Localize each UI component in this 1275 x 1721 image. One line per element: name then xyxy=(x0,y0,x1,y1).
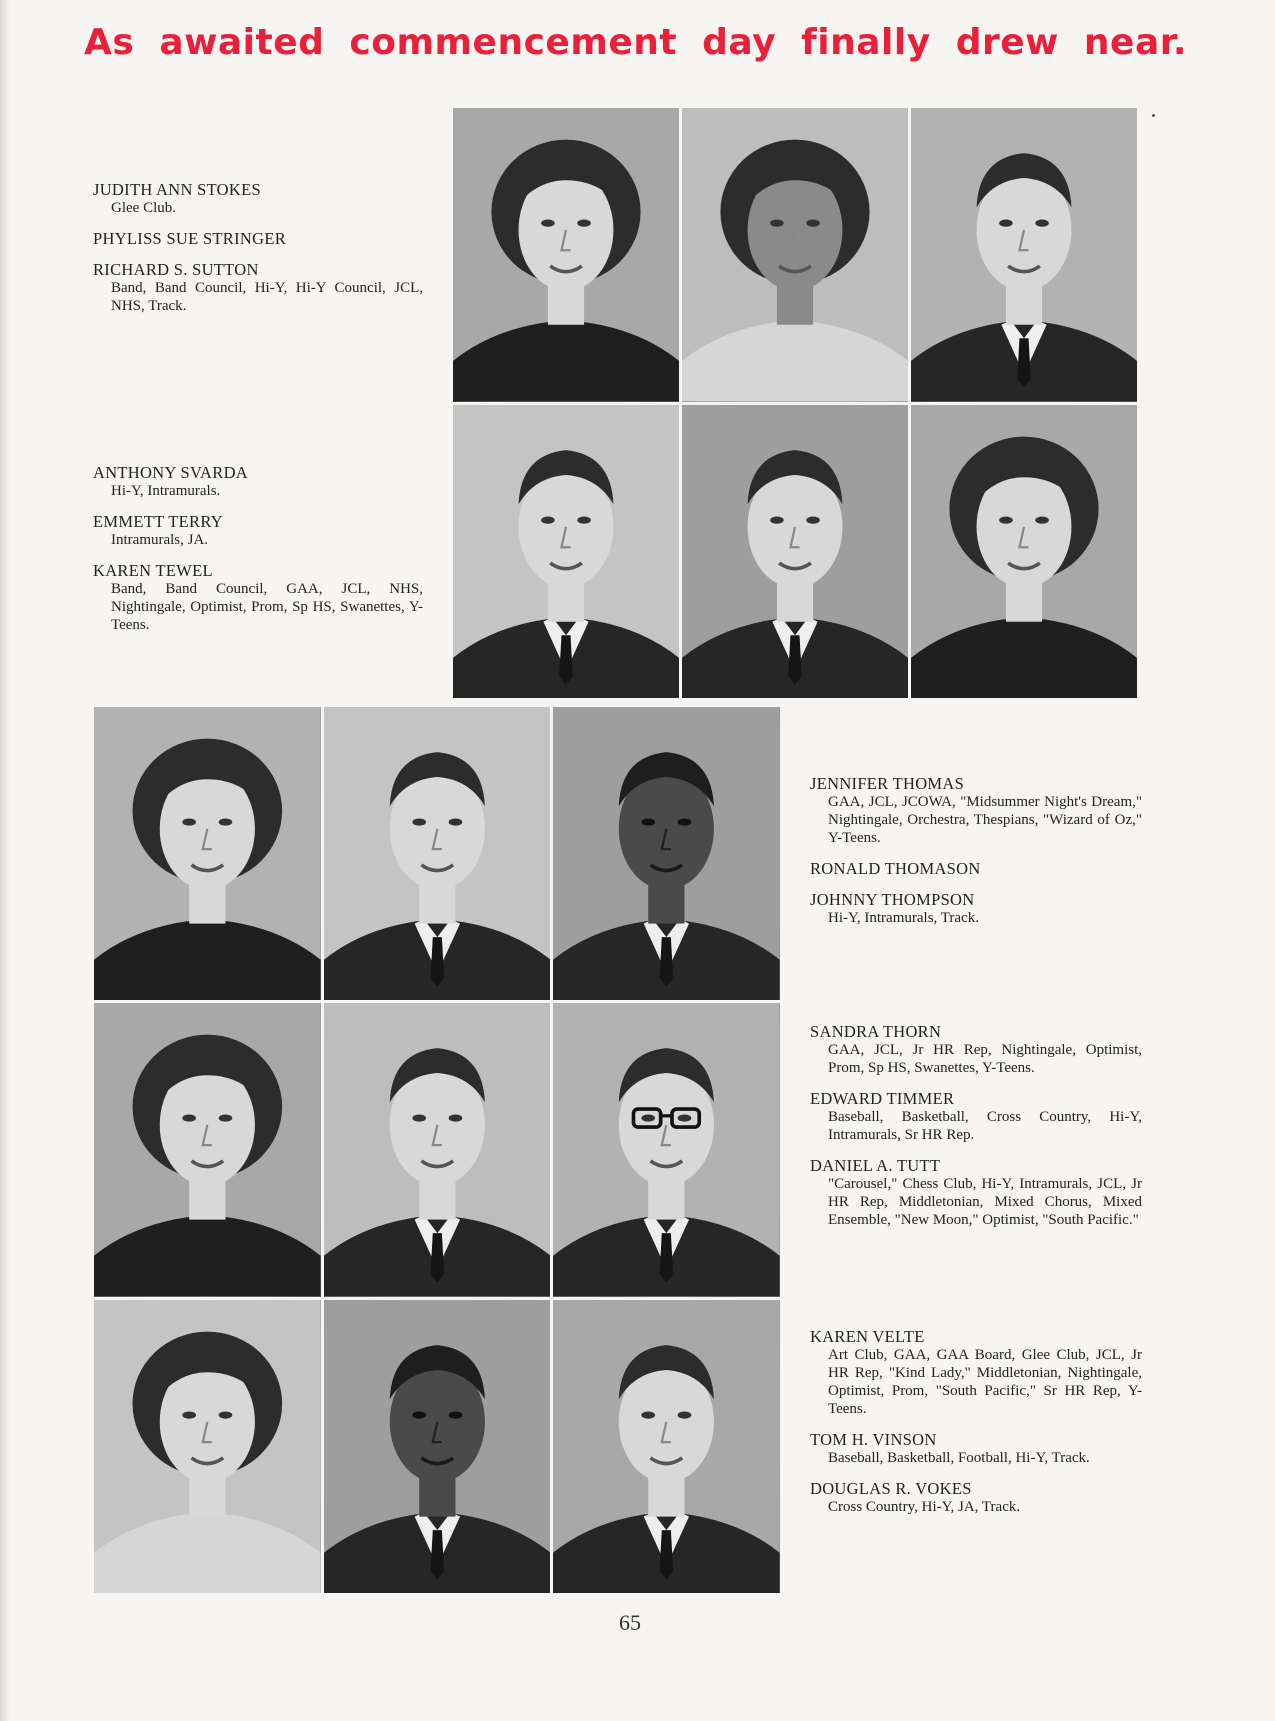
student-activities: GAA, JCL, Jr HR Rep, Nightingale, Optimist, Prom, Sp HS, Swanettes, Y-Teens. xyxy=(828,1042,1142,1076)
student-activities: Cross Country, Hi-Y, JA, Track. xyxy=(828,1499,1021,1515)
portrait-illustration xyxy=(324,707,551,1000)
student-entry xyxy=(810,774,1142,847)
portrait-photo xyxy=(553,1003,780,1296)
portrait-illustration xyxy=(553,1003,780,1296)
student-entry xyxy=(810,1089,1142,1144)
student-name: EMMETT TERRY xyxy=(93,512,223,531)
caption-block-top-1 xyxy=(93,180,423,327)
student-name: JUDITH ANN STOKES xyxy=(93,180,261,199)
student-activities: Hi-Y, Intramurals, Track. xyxy=(828,910,979,926)
student-activities: Art Club, GAA, GAA Board, Glee Club, JCL, Jr HR Rep, "Kind Lady," Middletonian, Nightingale, Optimist, Prom, "South Pacific," Sr HR Rep, Y-Teens. xyxy=(828,1347,1142,1417)
student-name: DANIEL A. TUTT xyxy=(810,1156,941,1175)
portrait-photo xyxy=(911,108,1137,402)
portrait-photo xyxy=(453,405,679,699)
portrait-photo xyxy=(324,707,551,1000)
student-entry xyxy=(810,1022,1142,1077)
student-name: PHYLISS SUE STRINGER xyxy=(93,229,287,248)
portrait-illustration xyxy=(682,405,908,699)
student-entry xyxy=(810,1327,1142,1418)
student-activities: Hi-Y, Intramurals. xyxy=(111,483,221,499)
student-entry xyxy=(810,859,1142,878)
student-name: SANDRA THORN xyxy=(810,1022,942,1041)
student-activities: Baseball, Basketball, Football, Hi-Y, Track. xyxy=(828,1450,1090,1466)
portrait-illustration xyxy=(453,108,679,402)
portrait-illustration xyxy=(911,405,1137,699)
student-entry xyxy=(810,1430,1142,1467)
student-entry xyxy=(810,1156,1142,1229)
portrait-illustration xyxy=(94,1003,321,1296)
student-activities: Glee Club. xyxy=(111,200,176,216)
student-entry xyxy=(810,890,1142,927)
portrait-photo xyxy=(911,405,1137,699)
student-name: KAREN TEWEL xyxy=(93,561,213,580)
caption-block-bottom-2 xyxy=(810,1022,1142,1241)
student-name: RICHARD S. SUTTON xyxy=(93,260,259,279)
portrait-photo xyxy=(94,707,321,1000)
student-entry xyxy=(93,463,423,500)
student-activities: Baseball, Basketball, Cross Country, Hi-Y, Intramurals, Sr HR Rep. xyxy=(828,1109,1142,1143)
student-name: KAREN VELTE xyxy=(810,1327,925,1346)
portrait-photo xyxy=(94,1300,321,1593)
student-activities: Band, Band Council, Hi-Y, Hi-Y Council, JCL, NHS, Track. xyxy=(111,280,423,314)
student-name: EDWARD TIMMER xyxy=(810,1089,955,1108)
portrait-illustration xyxy=(453,405,679,699)
caption-block-bottom-3 xyxy=(810,1327,1142,1528)
portrait-illustration xyxy=(682,108,908,402)
student-entry xyxy=(93,512,423,549)
student-entry xyxy=(93,561,423,634)
student-activities: Intramurals, JA. xyxy=(111,532,209,548)
caption-block-bottom-1 xyxy=(810,774,1142,939)
print-speck xyxy=(1152,114,1155,117)
student-entry xyxy=(93,260,423,315)
student-entry xyxy=(93,229,423,248)
student-name: DOUGLAS R. VOKES xyxy=(810,1479,972,1498)
student-entry xyxy=(810,1479,1142,1516)
portrait-photo xyxy=(94,1003,321,1296)
portrait-illustration xyxy=(324,1003,551,1296)
student-activities: "Carousel," Chess Club, Hi-Y, Intramurals, JCL, Jr HR Rep, Middletonian, Mixed Chorus, Mixed Ensemble, "New Moon," Optimist, "South Pacific." xyxy=(828,1176,1142,1228)
portrait-grid-top xyxy=(453,108,1137,698)
portrait-photo xyxy=(682,405,908,699)
student-entry xyxy=(93,180,423,217)
student-name: TOM H. VINSON xyxy=(810,1430,937,1449)
page-number: 65 xyxy=(619,1610,641,1635)
student-name: JENNIFER THOMAS xyxy=(810,774,965,793)
portrait-illustration xyxy=(94,707,321,1000)
page-headline: As awaited commencement day finally drew near. xyxy=(84,22,1188,63)
portrait-illustration xyxy=(94,1300,321,1593)
portrait-photo xyxy=(324,1003,551,1296)
portrait-photo xyxy=(553,1300,780,1593)
portrait-illustration xyxy=(553,1300,780,1593)
caption-block-top-2 xyxy=(93,463,423,646)
portrait-photo xyxy=(324,1300,551,1593)
portrait-photo xyxy=(682,108,908,402)
portrait-illustration xyxy=(553,707,780,1000)
student-name: RONALD THOMASON xyxy=(810,859,981,878)
portrait-illustration xyxy=(911,108,1137,402)
portrait-photo xyxy=(553,707,780,1000)
portrait-photo xyxy=(453,108,679,402)
portrait-grid-bottom xyxy=(94,707,780,1593)
student-activities: GAA, JCL, JCOWA, "Midsummer Night's Dream," Nightingale, Orchestra, Thespians, "Wizard of Oz," Y-Teens. xyxy=(828,794,1142,846)
student-name: JOHNNY THOMPSON xyxy=(810,890,975,909)
student-name: ANTHONY SVARDA xyxy=(93,463,249,482)
page-binding-edge xyxy=(0,0,10,1721)
portrait-illustration xyxy=(324,1300,551,1593)
student-activities: Band, Band Council, GAA, JCL, NHS, Nightingale, Optimist, Prom, Sp HS, Swanettes, Y-Teens. xyxy=(111,581,423,633)
